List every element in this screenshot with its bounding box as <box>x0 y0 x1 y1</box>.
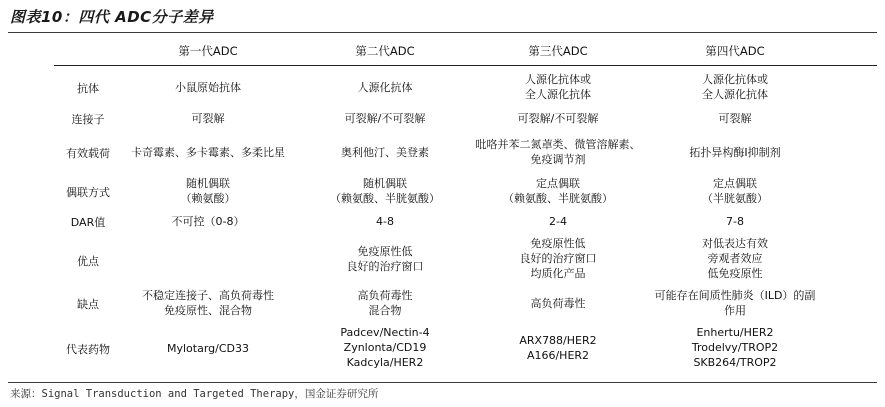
table-cell: 定点偶联 （半胱氨酸） <box>702 177 768 205</box>
table-cell: 2-4 <box>549 215 567 228</box>
table-cell: 免疫原性低 良好的治疗窗口 <box>346 245 424 273</box>
table-cell: 对低表达有效 旁观者效应 低免疫原性 <box>702 237 768 280</box>
table-cell: 卡奇霉素、多卡霉素、多柔比星 <box>131 146 285 159</box>
table-cell: Mylotarg/CD33 <box>166 342 249 355</box>
table-cell: 不稳定连接子、高负荷毒性 免疫原性、混合物 <box>142 289 274 317</box>
table-cell: 可裂解/不可裂解 <box>344 112 426 125</box>
table-cell: 人源化抗体 <box>357 81 413 94</box>
row-label-disadvantages: 缺点 <box>77 298 99 311</box>
row-label-conjugation: 偶联方式 <box>66 186 110 199</box>
header-gen4: 第四代ADC <box>705 44 765 58</box>
row-label-dar: DAR值 <box>70 216 106 229</box>
table-cell: Enhertu/HER2 Trodelvy/TROP2 SKB264/TROP2 <box>691 326 779 369</box>
row-label-drugs: 代表药物 <box>66 343 110 356</box>
table-cell: ARX788/HER2 A166/HER2 <box>519 334 597 362</box>
row-label-advantages: 优点 <box>77 255 99 268</box>
table-cell: 随机偶联 （赖氨酸、半胱氨酸） <box>330 177 440 205</box>
title-divider <box>8 32 877 33</box>
table-cell: 不可控（0-8） <box>171 215 245 228</box>
header-gen3: 第三代ADC <box>528 44 588 58</box>
row-label-antibody: 抗体 <box>77 82 99 95</box>
table-cell: 免疫原性低 良好的治疗窗口 均质化产品 <box>519 237 597 280</box>
header-gen2: 第二代ADC <box>355 44 415 58</box>
table-cell: 奥利他汀、美登素 <box>341 146 429 159</box>
table-cell: 吡咯并苯二氮䓬类、微管溶解素、 免疫调节剂 <box>475 138 641 166</box>
table-cell: 随机偶联 （赖氨酸） <box>180 177 236 205</box>
header-divider <box>54 65 877 66</box>
table-cell: 可裂解/不可裂解 <box>517 112 599 125</box>
table-cell: 可能存在间质性肺炎（ILD）的副 作用 <box>654 289 816 317</box>
table-cell: 高负荷毒性 <box>530 297 586 310</box>
table-cell: 定点偶联 （赖氨酸、半胱氨酸） <box>503 177 613 205</box>
table-cell: 可裂解 <box>718 112 752 125</box>
source-note: 来源：Signal Transduction and Targeted Therapy，国金证券研究所 <box>10 388 379 400</box>
bottom-divider <box>8 382 877 383</box>
row-label-payload: 有效载荷 <box>66 147 110 160</box>
table-cell: 可裂解 <box>191 112 225 125</box>
row-label-linker: 连接子 <box>71 113 105 126</box>
table-cell: Padcev/Nectin-4 Zynlonta/CD19 Kadcyla/HER2 <box>340 326 430 369</box>
table-cell: 人源化抗体或 全人源化抗体 <box>525 73 591 101</box>
table-cell: 拓扑异构酶Ⅰ抑制剂 <box>689 146 781 159</box>
header-gen1: 第一代ADC <box>178 44 238 58</box>
table-cell: 小鼠原始抗体 <box>175 81 241 94</box>
table-cell: 高负荷毒性 混合物 <box>357 289 413 317</box>
figure-title: 图表10：四代 ADC分子差异 <box>10 8 214 26</box>
table-cell: 4-8 <box>376 215 394 228</box>
table-cell: 7-8 <box>726 215 744 228</box>
table-cell: 人源化抗体或 全人源化抗体 <box>702 73 768 101</box>
